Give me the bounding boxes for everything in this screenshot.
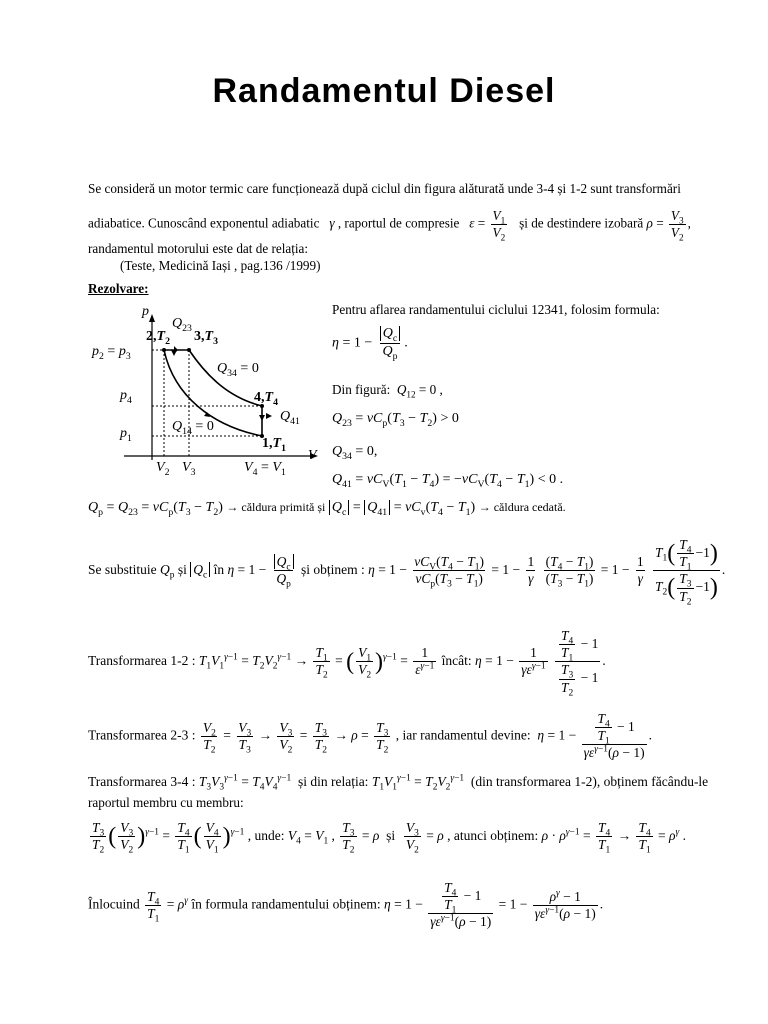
intro-text-b: , raportul de compresie <box>337 215 460 231</box>
and-obtain-text: și obținem : <box>300 561 365 577</box>
q14-value: = 0 <box>195 419 214 434</box>
transformation-2-3-label: Transformarea 2-3 : <box>88 727 196 743</box>
point-1-label: 1, <box>262 436 273 451</box>
ratio-text: raportul membru cu membru: <box>88 795 244 810</box>
gamma-symbol: γ <box>329 215 335 231</box>
from-figure-label: Din figură: <box>332 382 391 397</box>
rezolvare-heading: Rezolvare: <box>88 281 149 296</box>
right-col-intro: Pentru aflarea randamentului ciclului 12341, folosim formula: <box>332 302 660 317</box>
intro-line-2: adiabatice. Cunoscând exponentul adiabatic γ , raportul de compresie ε = $\frac{V_1}{V_2}$ și de destindere izobară ρ = $\frac{V_3}{V_2}$ , <box>88 208 691 243</box>
p1-label: p <box>120 426 127 441</box>
heat-released-text: → căldura cedată. <box>478 500 566 514</box>
v2-label: V <box>156 460 165 475</box>
intro-line-3: randamentul motorului este dat de relația: <box>88 241 309 256</box>
efficiency-becomes-text: , iar randamentul devine: <box>395 727 531 743</box>
v3-label: V <box>182 460 191 475</box>
heat-received-text: → căldura primită și <box>226 500 326 514</box>
so-that-text: încât: <box>441 652 472 668</box>
v4-label: V <box>244 460 253 475</box>
point-2-label: 2, <box>146 329 157 344</box>
p-axis-label: p <box>142 304 149 319</box>
q41-label: Q <box>280 409 291 424</box>
substitute-text: Se substituie <box>88 561 157 577</box>
from-figure: Din figură: $Q_{12} = 0$ , <box>332 382 443 400</box>
efficiency-formula: η = 1 − $\frac{Q_c}{Q_p}$ . <box>332 326 408 362</box>
intro-text-c: și de destindere izobară <box>519 215 644 231</box>
v-axis-label: V <box>308 448 317 463</box>
point-4-label: 4, <box>254 390 265 405</box>
and-text-1: și <box>177 561 187 577</box>
transformation-1-2-label: Transformarea 1-2 : <box>88 652 196 668</box>
p2-label: p <box>92 344 99 359</box>
final-result: Înlocuind $\frac{T_4}{T_1}$ = $\rho^\gamma$ în formula randamentului obținem: η = 1 − $\frac{T_4}{T_1}$ − 1 $\gamma\varepsilon^{\gamma-1}(\rho - 1)$ = 1 − $\frac{\rho^\gamma - 1}{\gamma\varepsilon^{\gamma-1}(\rho - 1)}$ . <box>88 880 604 930</box>
q23-label: Q <box>172 316 183 331</box>
and-from-relation-text: și din relația: <box>297 774 369 789</box>
heat-definitions: $Q_p = Q_{23} = \nu C_p(T_3 - T_2)$ → căldura primită și $Q_c = Q_{41} = \nu C_v(T_4 - T_1)$ → căldura cedată. <box>88 500 566 518</box>
from-transformation-text: (din transformarea 1-2), obținem făcându-le <box>470 774 709 789</box>
page-title: Randamentul Diesel <box>212 72 556 110</box>
ratio-equation: $\frac{T_3}{T_2}$ ( $\frac{V_3}{V_2}$ )$^{\gamma-1}$ = $\frac{T_4}{T_1}$ ( $\frac{V_4}{V_1}$ )$^{\gamma-1}$ , unde: $V_4 = V_1$ , $\frac{T_3}{T_2}$ = ρ și $\frac{V_3}{V_2}$ = ρ , atunci obținem: $\rho \cdot \rho^{\gamma-1}$ = $\frac{T_4}{T_1}$ → $\frac{T_4}{T_1}$ = $\rho^\gamma$ . <box>92 820 687 856</box>
in-text-1: în <box>213 561 225 577</box>
pv-diagram: p $Q_{23}$ $2,T_2$ $3,T_3$ $p_2 = p_3$ $Q_{34} = 0$ $p_4$ $4,T_4$ $Q_{41}$ $Q_{14} = 0$ $p_1$ $1,T_1$ V $V_2$ $V_3$ $V_4 = V_1$ <box>112 308 322 478</box>
q34-formula: $Q_{34} = 0$, <box>332 444 378 462</box>
where-text: , unde: <box>247 827 285 843</box>
in-formula-text: în formula randamentului obținem: <box>191 896 381 912</box>
intro-text-a: adiabatice. Cunoscând exponentul adiabatic <box>88 215 320 231</box>
transformation-2-3: Transformarea 2-3 : $\frac{V_2}{T_2}$ = $\frac{V_3}{T_3}$ → $\frac{V_3}{V_2}$ = $\frac{T_3}{T_2}$ → ρ = $\frac{T_3}{T_2}$ , iar randamentul devine: η = 1 − $\frac{T_4}{T_1}$ − 1 $\gamma\varepsilon^{\gamma-1}(\rho - 1)$ . <box>88 711 652 761</box>
q23-formula: $Q_{23} = \nu C_p(T_3 - T_2) > 0$ <box>332 411 459 429</box>
q34-value: = 0 <box>240 361 259 376</box>
expansion-ratio: $\frac{V_3}{V_2}$ <box>670 208 684 243</box>
q41-formula: $Q_{41} = \nu C_V(T_1 - T_4) = -\nu C_V(T_4 - T_1) < 0$ . <box>332 472 564 490</box>
p4-label: p <box>120 388 127 403</box>
transformation-3-4: Transformarea 3-4 : $T_3V_3^{\gamma-1} = T_4V_4^{\gamma-1}$ și din relația: $T_1V_1^{\gamma-1} = T_2V_2^{\gamma-1}$ (din transformarea 1-2), obținem făcându-le <box>88 773 709 793</box>
q34-label: Q <box>217 361 228 376</box>
compression-ratio: $\frac{V_1}{V_2}$ <box>492 208 506 243</box>
transformation-3-4-label: Transformarea 3-4 : <box>88 774 196 789</box>
transformation-1-2: Transformarea 1-2 : $T_1V_1^{\gamma-1} = T_2V_2^{\gamma-1}$ → $\frac{T_1}{T_2}$ = ( $\frac{V_1}{V_2}$ )$^{\gamma-1}$ = $\frac{1}{\varepsilon^{\gamma-1}}$ încât: η = 1 − $\frac{1}{\gamma\varepsilon^{\gamma-1}}$ $\frac{T_4}{T_1}$ − 1 $\frac{T_3}{T_2}$ − 1 . <box>88 628 606 699</box>
q14-label: Q <box>172 419 183 434</box>
and-text-2: și <box>386 827 396 843</box>
substitution-line: Se substituie $Q_p$ și $Q_c$ în η = 1 − $\frac{Q_c}{Q_p}$ și obținem : η = 1 − $\frac{\nu C_V(T_4 - T_1)}{\nu C_p(T_3 - T_1)}$ = 1 − $\frac{1}{\gamma}$ $\frac{(T_4 - T_1)}{(T_3 - T_1)}$ = 1 − $\frac{1}{\gamma}$ $T_1$( $\frac{T_4}{T_1}$ −1) $T_2$( $\frac{T_3}{T_2}$ −1) . <box>88 537 726 608</box>
point-3-label: 3, <box>194 329 205 344</box>
then-obtain-text: , atunci obținem: <box>447 827 539 843</box>
source-reference: (Teste, Medicină Iași , pag.136 /1999) <box>120 258 321 273</box>
replacing-text: Înlocuind <box>88 896 140 912</box>
intro-line-1: Se consideră un motor termic care funcționează după ciclul din figura alăturată unde 3-4 și 1-2 sunt transformări <box>88 181 681 196</box>
